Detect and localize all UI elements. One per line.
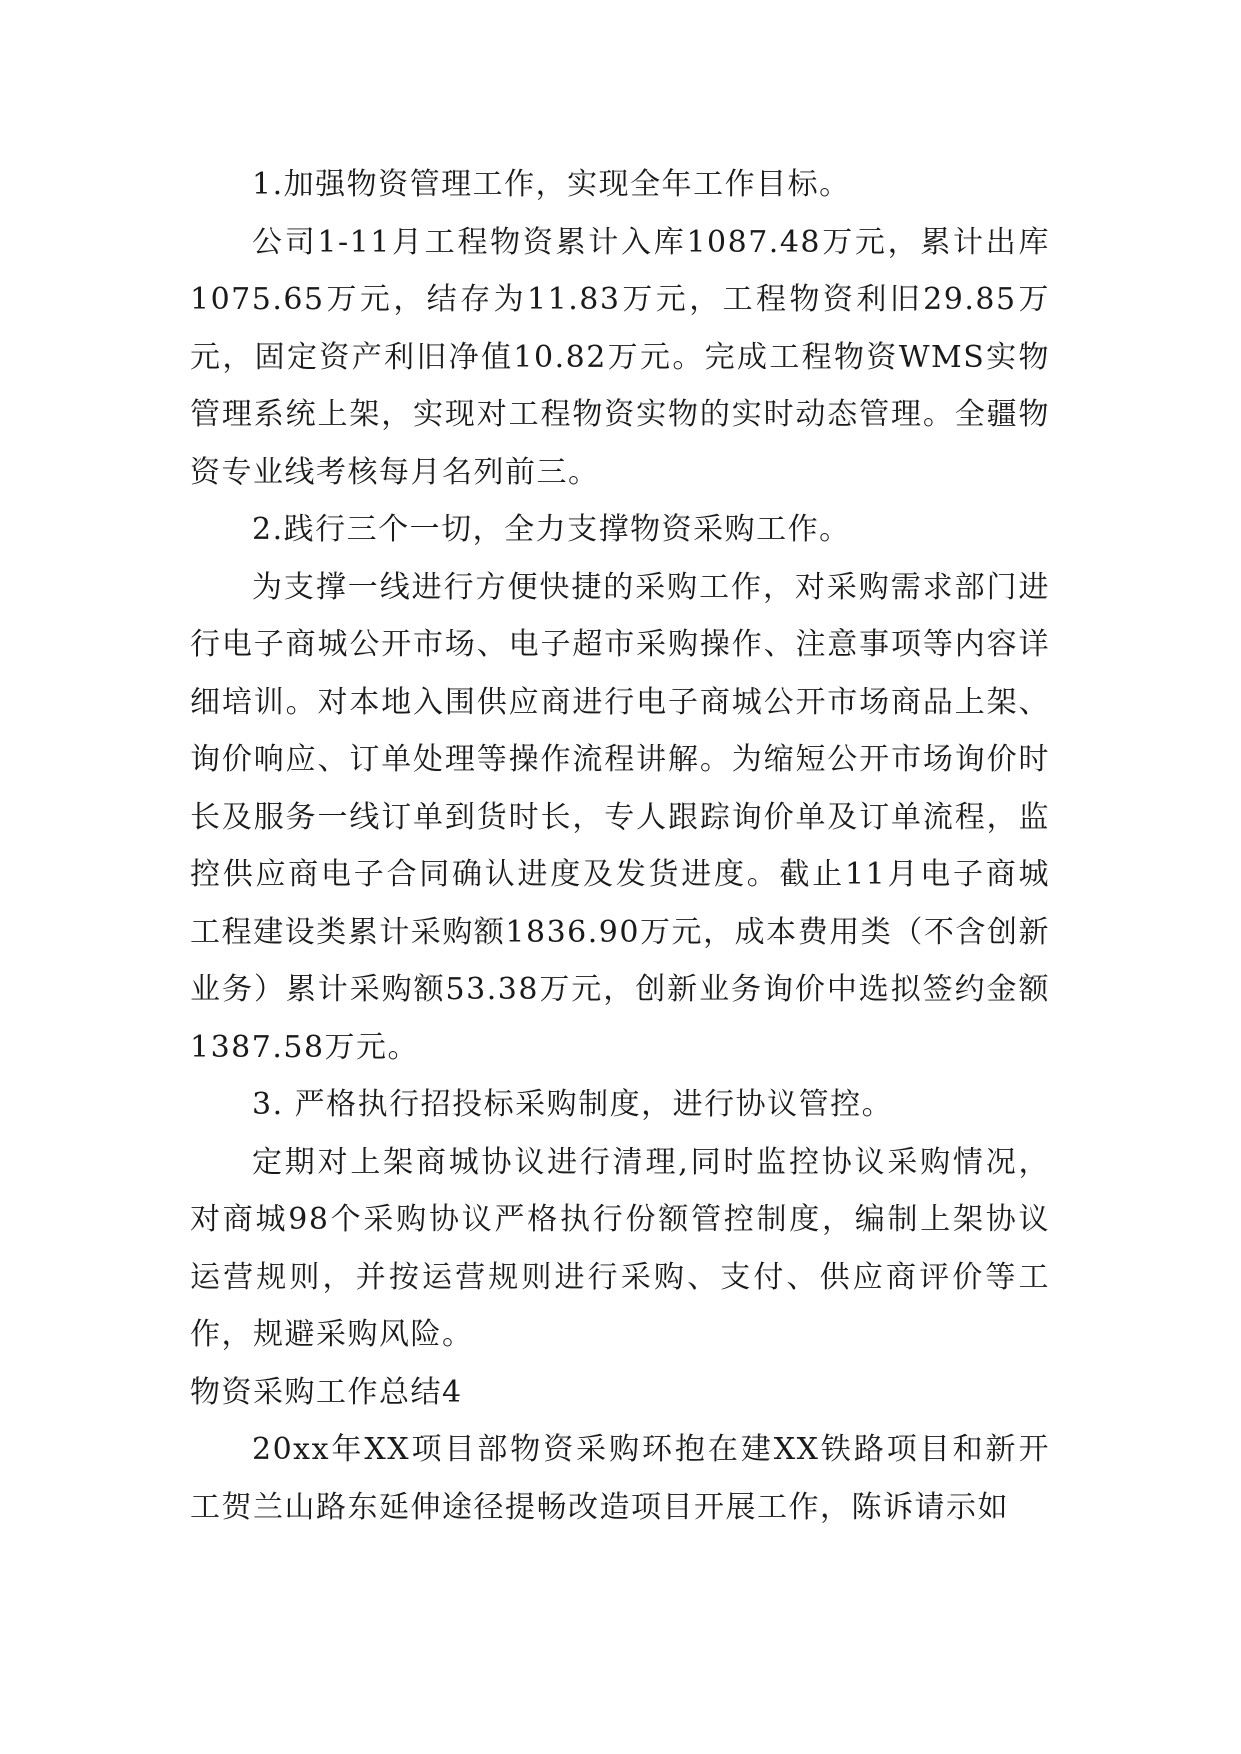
subheading-3: 3. 严格执行招投标采购制度，进行协议管控。: [252, 1087, 894, 1122]
document-body: [190, 156, 1050, 1536]
body-paragraph-3: 定期对上架商城协议进行清理,同时监控协议采购情况，对商城98个采购协议严格执行份额管控制度，编制上架协议运营规则，并按运营规则进行采购、支付、供应商评价等工作，规避采购风险。: [190, 1144, 1050, 1352]
section-title: 物资采购工作总结4: [190, 1374, 463, 1410]
subheading-2: 2.践行三个一切，全力支撑物资采购工作。: [252, 512, 851, 547]
body-paragraph-1: 公司1-11月工程物资累计入库1087.48万元，累计出库1075.65万元，结存为11.83万元，工程物资利旧29.85万元，固定资产利旧净值10.82万元。完成工程物资WMS实物管理系统上架，实现对工程物资实物的实时动态管理。全疆物资专业线考核每月名列前三。: [190, 224, 1050, 490]
body-paragraph-4: 20xx年XX项目部物资采购环抱在建XX铁路项目和新开工贺兰山路东延伸途径提畅改造项目开展工作，陈诉请示如: [190, 1432, 1050, 1525]
body-paragraph-2: 为支撑一线进行方便快捷的采购工作，对采购需求部门进行电子商城公开市场、电子超市采购操作、注意事项等内容详细培训。对本地入围供应商进行电子商城公开市场商品上架、询价响应、订单处理等操作流程讲解。为缩短公开市场询价时长及服务一线订单到货时长，专人跟踪询价单及订单流程，监控供应商电子合同确认进度及发货进度。截止11月电子商城工程建设类累计采购额1836.90万元，成本费用类（不含创新业务）累计采购额53.38万元，创新业务询价中选拟签约金额1387.58万元。: [190, 569, 1050, 1065]
subheading-1: 1.加强物资管理工作，实现全年工作目标。: [252, 167, 851, 202]
